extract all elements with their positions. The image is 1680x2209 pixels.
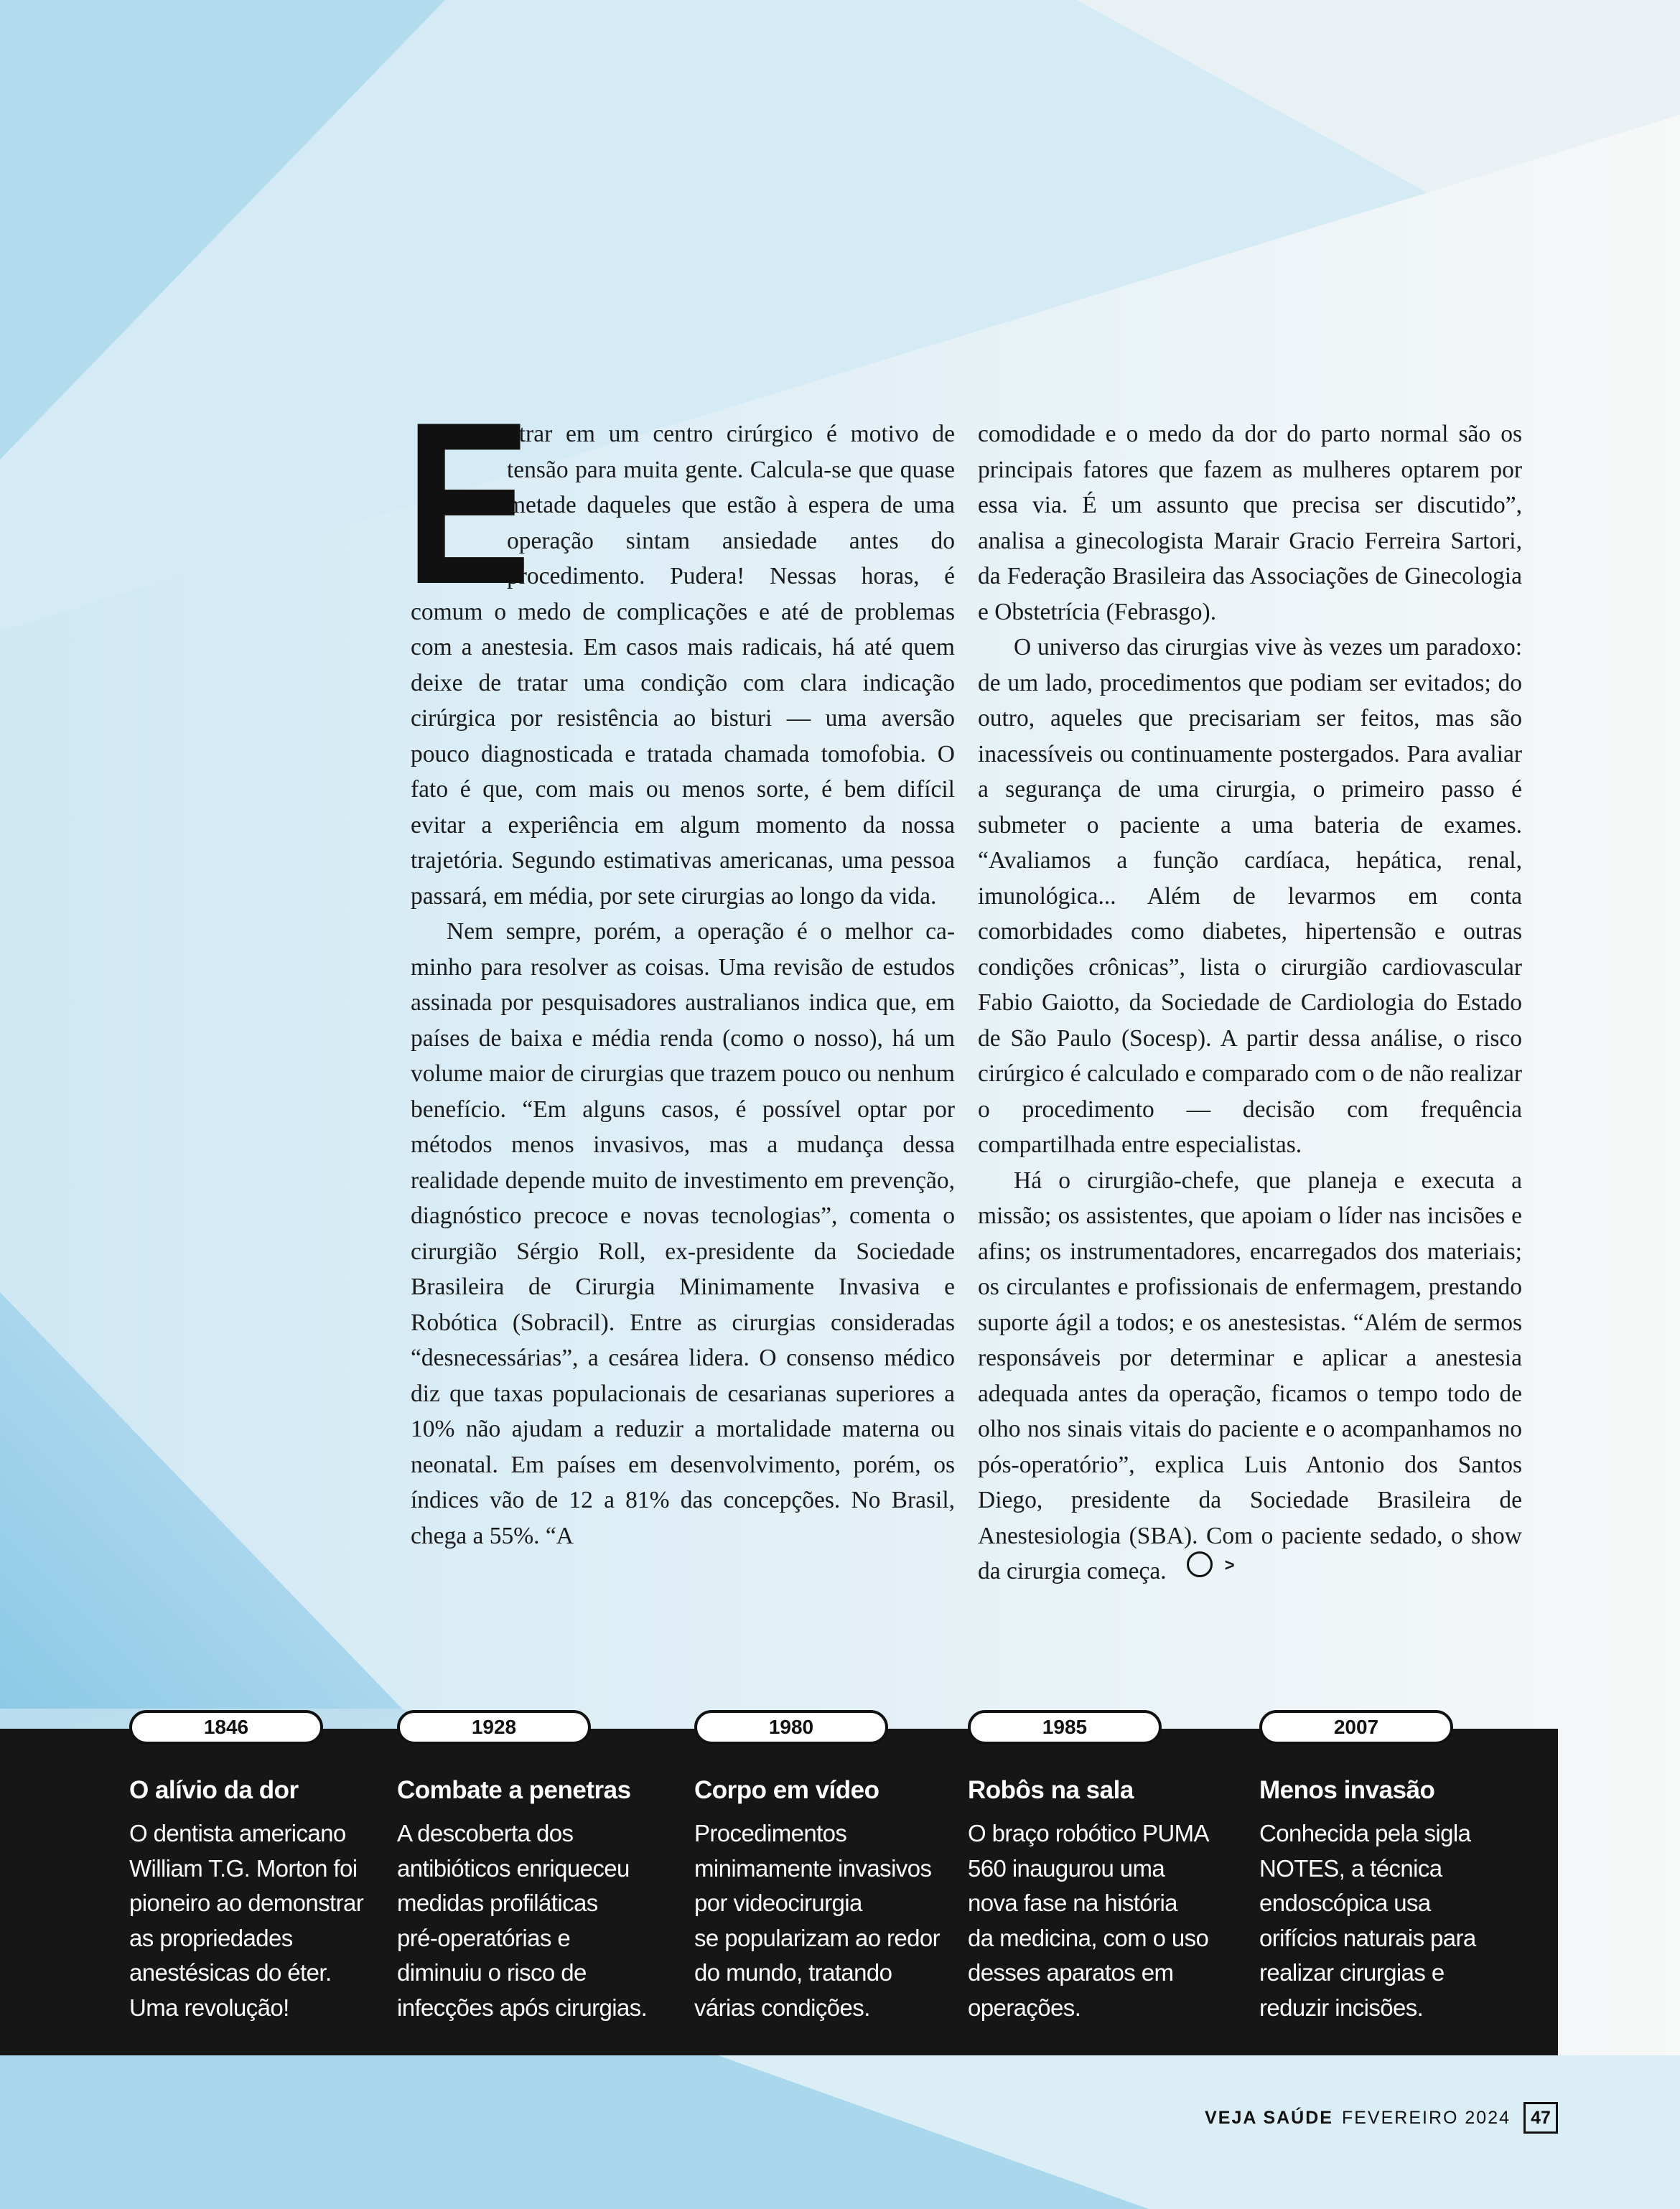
page-footer [1205,2102,1558,2134]
timeline-text: Conhecida pela sigla NOTES, a técnica endoscópica usa orifícios naturais para realizar cirurgias e reduzir incisões. [1259,1820,1476,2021]
article-paragraph-last [978,1163,1522,1589]
article-paragraph: comodidade e o medo da dor do parto normal são os principais fatores que fazem as mulheres optarem por essa via. É um assunto que precisa ser discutido”, analisa a ginecologista Marair Gracio Ferreira Sartori, da Federação Brasileira das Associações de Ginecologia e Obstetrícia (Febrasgo). [978,421,1522,625]
timeline-title: Corpo em vídeo [694,1776,879,1804]
timeline-year-badge: 1928 [397,1710,591,1745]
timeline-text: A descoberta dos antibióticos enriqueceu medidas profiláticas pré-operatórias e diminuiu o risco de infecções após cirurgias. [397,1820,648,2021]
page-number: 47 [1523,2102,1558,2134]
timeline-title: Combate a penetras [397,1776,631,1804]
timeline-year-badge: 1980 [694,1710,888,1745]
article-paragraph: ntrar em um centro cirúrgico é motivo de tensão para muita gente. Calcula-se que quase metade daqueles que estão à espera de uma operação sintam ansiedade antes do procedimento. Pudera! Nessas horas, é comum o medo de complicações e até de problemas com a anestesia. Em casos mais radicais, há até quem deixe de tratar uma condição com clara indicação cirúrgica por resistência ao bisturi — uma aversão pouco diagnosticada e tratada chamada tomofobia. O fato é que, com mais ou menos sorte, é bem difícil evitar a experiência em algum momento da nossa trajetória. Segundo estimativas americanas, uma pessoa passará, em média, por sete cirurgias ao longo da vida. [411,421,955,910]
timeline-year-badge: 1985 [968,1710,1162,1745]
issue-date: FEVEREIRO 2024 [1341,2108,1511,2128]
article-paragraph-text: Há o cirurgião-chefe, que planeja e executa a missão; os assistentes, que apoiam o líder nas incisões e afins; os instrumentadores, encarregados dos materiais; os circulantes e profissionais de enfermagem, prestando suporte ágil a todos; e os anestesistas. “Além de sermos responsáveis por determinar e aplicar a anestesia adequada antes da operação, ficamos o tempo todo de olho nos sinais vitais do paciente e o acompanhamos no pós-operatório”, explica Luis Antonio dos Santos Diego, presidente da Sociedade Brasileira de Anestesiologia (SBA). Com o paciente sedado, o show da cirurgia começa. [978,1167,1522,1584]
article-column-right [978,416,1522,1589]
article-column-left [405,375,955,1554]
continue-arrow-icon: > [1187,1551,1213,1577]
timeline-title: Menos invasão [1259,1776,1435,1804]
timeline-title: O alívio da dor [129,1776,299,1804]
timeline-title: Robôs na sala [968,1776,1134,1804]
article-paragraph: Nem sempre, porém, a operação é o melhor caminho para resolver as coisas. Uma revisão de estudos assinada por pesquisadores australianos indica que, em países de baixa e média renda (como o nosso), há um volume maior de cirurgias que trazem pouco ou nenhum benefício. “Em alguns casos, é possível optar por métodos menos invasivos, mas a mudança dessa realidade depende muito de investimento em prevenção, diagnóstico precoce e novas tecnologias”, comenta o cirurgião Sérgio Roll, ex-presidente da Sociedade Brasileira de Cirurgia Minimamente Invasiva e Robótica (Sobracil). Entre as cirurgias consideradas “desnecessárias”, a cesárea lidera. O consenso médico diz que taxas populacionais de cesarianas superiores a 10% não ajudam a reduzir a mortalidade materna ou neonatal. Em países em desenvolvimento, porém, os índices vão de 12 a 81% das concepções. No Brasil, chega a 55%. “A [411,918,955,1549]
timeline-text: O braço robótico PUMA 560 inaugurou uma nova fase na história da medicina, com o uso desses aparatos em operações. [968,1820,1209,2021]
drop-cap: E [405,375,532,632]
timeline-text: O dentista americano William T.G. Morton foi pioneiro ao demonstrar as propriedades anestésicas do éter. Uma revolução! [129,1820,364,2021]
timeline-year-badge: 1846 [129,1710,323,1745]
magazine-name: VEJA SAÚDE [1205,2108,1333,2128]
timeline-text: Procedimentos minimamente invasivos por videocirurgia se popularizam ao redor do mundo, tratando várias condições. [694,1820,941,2021]
timeline-year-badge: 2007 [1259,1710,1453,1745]
article-paragraph: O universo das cirurgias vive às vezes um paradoxo: de um lado, procedimentos que podiam ser evitados; do outro, aqueles que precisariam ser feitos, mas são inacessíveis ou continuamente postergados. Para avaliar a segurança de uma cirurgia, o primeiro passo é submeter o paciente a uma bateria de exames. “Avaliamos a função cardíaca, hepática, renal, imunológica... Além de levarmos em conta comorbidades como diabetes, hipertensão e outras condições crônicas”, lista o cirurgião cardiovascular Fabio Gaiotto, da Sociedade de Cardiologia do Estado de São Paulo (Socesp). A partir dessa análise, o risco cirúrgico é calculado e comparado com o de não realizar o procedimento — decisão com frequência compartilhada entre especialistas. [978,634,1522,1158]
